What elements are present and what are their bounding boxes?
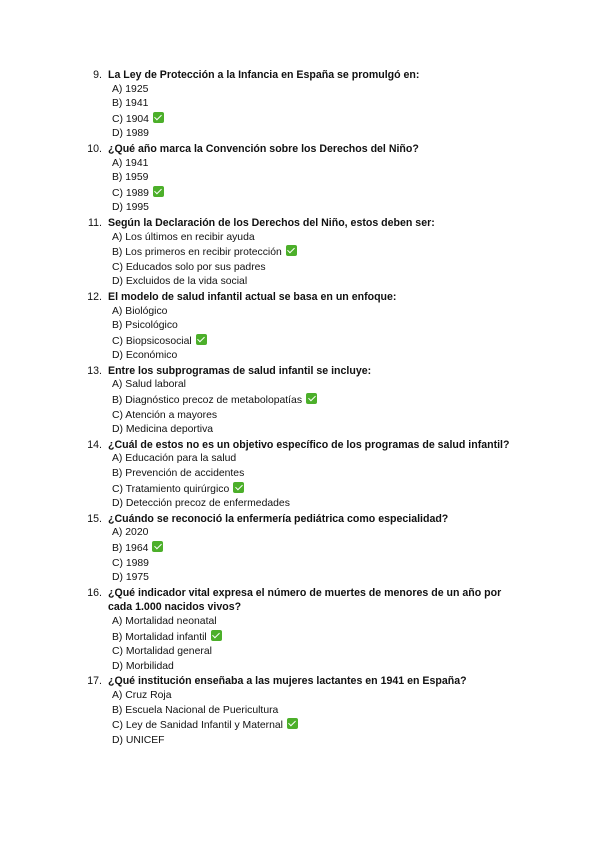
question-number (0, 216, 108, 231)
answer-option (0, 201, 600, 216)
question-number (0, 142, 108, 157)
question-17 (0, 674, 600, 748)
question-header (0, 674, 600, 689)
answer-option-label: C) Atención a mayores (112, 409, 218, 421)
answer-option (0, 645, 600, 660)
answer-option (0, 734, 600, 749)
answer-option-label: D) Detección precoz de enfermedades (112, 498, 290, 510)
question-text: ¿Cuándo se reconoció la enfermería pediátrica como especialidad? (108, 512, 449, 525)
answer-option-label: A) Educación para la salud (112, 453, 237, 465)
answer-option (0, 245, 600, 261)
question-number (0, 586, 108, 601)
answer-option-label: A) Mortalidad neonatal (112, 615, 217, 627)
question-header (0, 290, 600, 305)
question-header (0, 586, 600, 615)
answer-option (0, 423, 600, 438)
answer-option-label: C) 1989 (112, 187, 149, 199)
answer-option (0, 186, 600, 202)
answer-option (0, 83, 600, 98)
answer-option-label: D) 1995 (112, 202, 149, 214)
answer-option (0, 334, 600, 350)
question-number (0, 68, 108, 83)
answer-option (0, 378, 600, 393)
question-number-text: 14. (87, 438, 102, 451)
answer-option (0, 112, 600, 128)
answer-option-label: C) Ley de Sanidad Infantil y Maternal (112, 720, 283, 732)
answer-option-label: B) 1959 (112, 172, 149, 184)
answer-option (0, 718, 600, 734)
answer-option (0, 319, 600, 334)
question-15 (0, 512, 600, 586)
answer-option (0, 541, 600, 557)
answer-option-label: C) Tratamiento quirúrgico (112, 483, 230, 495)
question-number (0, 674, 108, 689)
answer-option-label: D) Medicina deportiva (112, 424, 214, 436)
answer-option (0, 393, 600, 409)
option-list (0, 526, 600, 585)
answer-option (0, 409, 600, 424)
question-number-text: 10. (87, 142, 102, 155)
check-mark-icon (152, 541, 163, 552)
answer-option (0, 97, 600, 112)
answer-option (0, 157, 600, 172)
question-number (0, 438, 108, 453)
question-11 (0, 216, 600, 290)
answer-option-label: D) UNICEF (112, 734, 165, 746)
answer-option-label: A) 1941 (112, 157, 149, 169)
question-number-text: 17. (87, 675, 102, 688)
answer-option-label: B) 1964 (112, 543, 149, 554)
question-header (0, 364, 600, 379)
question-9 (0, 68, 600, 142)
answer-option (0, 526, 600, 541)
answer-option-label: D) 1975 (112, 572, 149, 584)
answer-option (0, 660, 600, 675)
answer-option-label: B) Diagnóstico precoz de metabolopatías (112, 395, 303, 407)
answer-option-label: C) Mortalidad general (112, 646, 212, 658)
question-text: ¿Qué año marca la Convención sobre los Derechos del Niño? (108, 142, 419, 155)
answer-option (0, 127, 600, 142)
answer-option-label: C) 1989 (112, 557, 149, 569)
question-number-text: 11. (88, 216, 102, 229)
answer-option-label: A) 1925 (112, 83, 149, 95)
option-list (0, 305, 600, 364)
question-sheet (0, 68, 600, 748)
option-list (0, 378, 600, 437)
answer-option (0, 231, 600, 246)
question-number-text: 15. (87, 512, 102, 525)
option-list (0, 689, 600, 748)
option-list (0, 452, 600, 511)
answer-option (0, 704, 600, 719)
answer-option-label: C) Biopsicosocial (112, 335, 192, 347)
check-mark-icon (306, 393, 317, 404)
answer-option-label: A) Cruz Roja (112, 689, 172, 701)
answer-option (0, 349, 600, 364)
check-mark-icon (233, 482, 244, 493)
question-text: El modelo de salud infantil actual se basa en un enfoque: (108, 290, 397, 303)
answer-option (0, 452, 600, 467)
answer-option (0, 689, 600, 704)
question-13 (0, 364, 600, 438)
question-header (0, 512, 600, 527)
answer-option (0, 571, 600, 586)
option-list (0, 157, 600, 216)
question-number-text: 13. (87, 364, 102, 377)
answer-option (0, 261, 600, 276)
question-number-text: 12. (87, 290, 102, 303)
option-list (0, 83, 600, 142)
answer-option-label: B) Mortalidad infantil (112, 631, 207, 643)
answer-option-label: A) 2020 (112, 527, 149, 539)
answer-option (0, 467, 600, 482)
question-number (0, 364, 108, 379)
answer-option (0, 557, 600, 572)
answer-option-label: C) 1904 (112, 113, 149, 125)
question-header (0, 142, 600, 157)
answer-option-label: B) Escuela Nacional de Puericultura (112, 704, 279, 716)
question-14 (0, 438, 600, 512)
check-mark-icon (286, 245, 297, 256)
answer-option (0, 275, 600, 290)
answer-option-label: B) Prevención de accidentes (112, 468, 245, 480)
check-mark-icon (287, 718, 298, 729)
answer-option-label: B) 1941 (112, 98, 149, 110)
question-10 (0, 142, 600, 216)
answer-option-label: A) Salud laboral (112, 379, 186, 391)
question-header (0, 216, 600, 231)
answer-option-label: B) Los primeros en recibir protección (112, 247, 282, 259)
answer-option-label: B) Psicológico (112, 320, 178, 332)
check-mark-icon (211, 630, 222, 641)
option-list (0, 231, 600, 290)
question-16 (0, 586, 600, 675)
answer-option (0, 482, 600, 498)
question-number-text: 9. (93, 69, 102, 81)
answer-option-label: A) Los últimos en recibir ayuda (112, 231, 255, 243)
answer-option-label: C) Educados solo por sus padres (112, 261, 266, 273)
answer-option (0, 497, 600, 512)
check-mark-icon (153, 186, 164, 197)
question-text: Según la Declaración de los Derechos del Niño, estos deben ser: (108, 216, 435, 229)
answer-option-label: D) Excluidos de la vida social (112, 276, 248, 288)
answer-option-label: D) Morbilidad (112, 660, 174, 672)
question-number (0, 290, 108, 305)
question-text: ¿Cuál de estos no es un objetivo específico de los programas de salud infantil? (108, 438, 510, 451)
answer-option-label: D) Económico (112, 350, 178, 362)
question-header (0, 68, 600, 83)
question-number-text: 16. (87, 586, 102, 599)
answer-option-label: A) Biológico (112, 305, 168, 317)
question-number (0, 512, 108, 527)
question-text: Entre los subprogramas de salud infantil se incluye: (108, 364, 372, 377)
question-header (0, 438, 600, 453)
answer-option (0, 630, 600, 646)
answer-option (0, 615, 600, 630)
question-text: ¿Qué institución enseñaba a las mujeres lactantes en 1941 en España? (108, 675, 467, 688)
question-text: La Ley de Protección a la Infancia en España se promulgó en: (108, 69, 420, 81)
answer-option (0, 171, 600, 186)
answer-option-label: D) 1989 (112, 128, 149, 140)
question-text: ¿Qué indicador vital expresa el número de muertes de menores de un año por cada 1.000 nacidos vivos? (108, 586, 502, 614)
option-list (0, 615, 600, 674)
check-mark-icon (196, 334, 207, 345)
check-mark-icon (153, 112, 164, 123)
question-12 (0, 290, 600, 364)
answer-option (0, 305, 600, 320)
